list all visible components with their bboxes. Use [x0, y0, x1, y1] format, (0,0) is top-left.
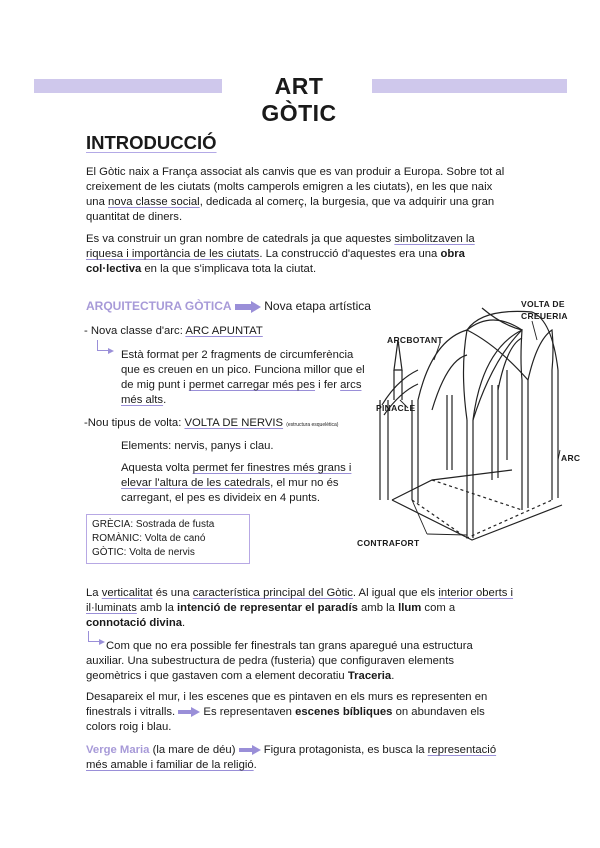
- arc-type-line: [84, 324, 364, 339]
- vault-elements: Elements: nervis, panys i clau.: [121, 440, 274, 452]
- vault-name: VOLTA DE NERVIS: [184, 417, 284, 429]
- underlined-text: permet fer finestres més grans i elevar l'altura de les catedrals: [121, 462, 352, 489]
- text: , el mur no és carregant, el pes es divideix en 4 punts.: [121, 477, 339, 504]
- text: Es va construir un gran nombre de catedrals ja que aquestes: [86, 233, 395, 245]
- vault-description: [121, 461, 371, 506]
- text: Desapareix el mur, i les escenes que es pintaven en els murs es representen en finestrals i vitralls.: [86, 691, 488, 718]
- text: Com que no era possible fer finestrals tan grans aparegué una estructura auxiliar. Una subestructura de pedra (fusteria) que configuraven elements geomètrics i que gastaven com a element decoratiu: [86, 640, 473, 682]
- roof-comparison-box: [86, 514, 250, 564]
- box-line: ROMÀNIC: Volta de canó: [92, 533, 206, 544]
- text: La: [86, 587, 102, 599]
- text: és una: [152, 587, 193, 599]
- label-pinacle: PINACLE: [376, 403, 416, 413]
- verticality-paragraph: [86, 586, 518, 631]
- text: com a: [421, 602, 456, 614]
- title-bar-right: [372, 79, 567, 93]
- intro-heading: INTRODUCCIÓ: [86, 132, 217, 153]
- underlined-text: simbolitzaven la riquesa i importància de les ciutats: [86, 233, 475, 260]
- right-arrow-icon: [178, 707, 200, 717]
- bold-text: llum: [398, 602, 422, 614]
- text: El Gòtic naix a França associat als canvis que es van produir a Europa. Sobre tot al creixement de les ciutats (molts camperols emigren a les ciutats), en les que naix una: [86, 166, 505, 208]
- text: . Al igual que els: [352, 587, 439, 599]
- text: amb la: [136, 602, 178, 614]
- underlined-text: característica principal del Gòtic: [192, 587, 353, 599]
- title-row: [34, 73, 567, 126]
- text: .: [163, 394, 167, 406]
- intro-paragraph-2: [86, 232, 506, 277]
- virgin-mary-paragraph: [86, 743, 506, 773]
- box-line: GÒTIC: Volta de nervis: [92, 547, 195, 558]
- label-contrafort: CONTRAFORT: [357, 538, 420, 548]
- title-bar-left: [34, 79, 222, 93]
- right-arrow-icon: [239, 745, 261, 755]
- arch-heading-note: Nova etapa artística: [264, 299, 371, 313]
- label-creueria: CREUERIA: [521, 311, 568, 321]
- text: . La construcció d'aquestes era una: [259, 248, 441, 260]
- text: .: [391, 670, 395, 682]
- bold-text: obra col·lectiva: [86, 248, 465, 275]
- bold-text: intenció de representar el paradís: [177, 602, 358, 614]
- text: Està format per 2 fragments de circumferència que es creuen en un pico. Funciona millor que el de mig punt i: [121, 349, 365, 391]
- underlined-text: representació més amable i familiar de la religió: [86, 744, 497, 771]
- text: on abundaven els colors roig i blau.: [86, 706, 485, 733]
- label-arcbotant: ARCBOTANT: [387, 335, 443, 345]
- text: en la que s'implicava tota la ciutat.: [141, 263, 317, 275]
- underlined-text: arcs més alts: [121, 379, 362, 406]
- text: , dedicada al comerç, la burgesia, que va adquirir una gran quantitat de diners.: [86, 196, 495, 223]
- underlined-text: interior oberts i il·luminats: [86, 587, 514, 614]
- bold-text: connotació divina: [86, 617, 183, 629]
- label-arc: ARC: [561, 453, 581, 463]
- arch-heading: ARQUITECTURA GÒTICA: [86, 299, 232, 313]
- underlined-text: verticalitat: [101, 587, 153, 599]
- vault-type-line: [84, 416, 374, 433]
- arch-heading-row: [86, 299, 416, 314]
- lavender-text: Verge Maria: [86, 744, 150, 756]
- underlined-text: nova classe social: [108, 196, 200, 208]
- text: .: [182, 617, 186, 629]
- tiny-note: (estructura esquelètica): [286, 422, 339, 428]
- intro-paragraph-1: [86, 165, 506, 225]
- text: amb la: [357, 602, 399, 614]
- page-title: ART GÒTIC: [261, 73, 337, 126]
- text: i fer: [315, 379, 341, 391]
- stained-glass-paragraph: [86, 690, 511, 735]
- label-volta-de: VOLTA DE: [521, 299, 565, 309]
- underlined-text: permet carregar més pes: [188, 379, 316, 391]
- text: (la mare de déu): [149, 744, 239, 756]
- arc-name: ARC APUNTAT: [185, 325, 263, 337]
- text: - Nova classe d'arc:: [84, 325, 186, 337]
- bold-text: escenes bíbliques: [295, 706, 393, 718]
- right-arrow-icon: [235, 301, 261, 313]
- hook-arrow-icon: [97, 340, 108, 351]
- text: .: [253, 759, 257, 771]
- text: Aquesta volta: [121, 462, 193, 474]
- box-line: GRÈCIA: Sostrada de fusta: [92, 519, 215, 530]
- arc-description: [121, 348, 369, 408]
- text: Es representaven: [200, 706, 296, 718]
- tracery-paragraph: [86, 639, 506, 684]
- text: -Nou tipus de volta:: [84, 417, 185, 429]
- bold-text: Traceria: [347, 670, 392, 682]
- text: Figura protagonista, es busca la: [260, 744, 428, 756]
